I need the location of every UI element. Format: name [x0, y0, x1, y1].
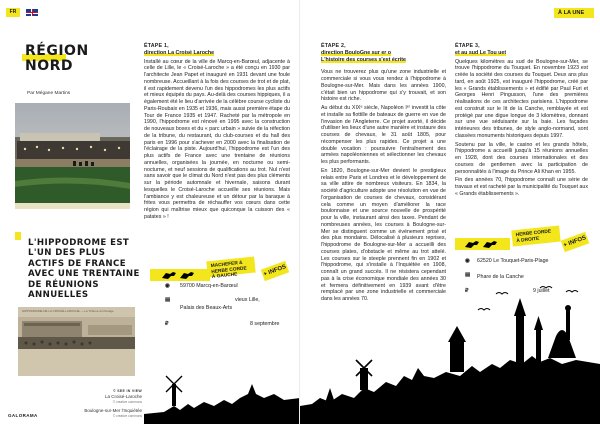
more-infos-tag-2[interactable]: + INFOS: [561, 232, 590, 252]
step1-label: ÉTAPE 1,: [144, 43, 169, 49]
skyline-silhouette: [300, 264, 600, 424]
info1-train: vieux Lille,: [235, 297, 260, 303]
headline-highlight: [15, 232, 21, 240]
ticket-icon: ₽: [465, 288, 469, 294]
ticket-icon: ₽: [165, 321, 169, 327]
footer-logo-left: GALORAMA: [8, 413, 38, 418]
train-icon: ▤: [465, 272, 471, 278]
uk-flag-icon[interactable]: [26, 9, 38, 16]
credit-item-1: La Croisé-Laroche: [104, 394, 142, 400]
section-label[interactable]: À LA UNE: [554, 8, 594, 18]
step3-title: et au sud Le Tou uet: [455, 49, 507, 56]
credit-item-2: Boulogne-sur-Mer l'Inquiétée: [84, 408, 142, 414]
step1-text: Installé au cœur de la ville de Marcq-en-Barœul, adjacente à celle de Lille, le « Croisé-Laroche » a été conçu en 1930 par l'architecte Jean Papet et inauguré en 1931 devant une foule nombreuse. Accueillant à la fois des courses de trot et de plat, il est rapidement devenu l'un des hippodromes les plus actifs et mieux équipés du pays. Au-delà des courses hippiques, il a également été le lieu d'arrivée de la célèbre course cycliste du Paris-Roubaix en 1935 et 1936, mais aussi première étape du Tour de France 1935 et 1947. Racheté par la métropole en 1990, l'hippodrome est rénové en 1995 avec la construction de nouveaux boxes et du « parc urbain » suivie de la réfection de la tribune, du restaurant, du club-courses et du hall des paris en 1996 pour s'achever en 2000 avec la finalisation de l'éclairage de la piste. Aujourd'hui, l'hippodrome est l'un des plus actifs de France avec une trentaine de réunions annuelles, organisées la journée, en nocturne ou semi-nocturne, et neuf sessions de qualifications au trot. Nul n'est sans savoir que le climat du Nord n'est pas des plus cléments sur la période automnale et hivernale, saisons durant lesquelles le Croisé-Laroche accueille ses réunions. Mais l'ambiance y est chaleureuse et un détour par la baraque à frites vous permettra de réchauffer vos cœurs dans cette région qui maîtrise mieux que quiconque la cuisson des « patates » !: [144, 58, 290, 220]
credits-label: © SEE IN VIEW: [113, 389, 142, 393]
step2-text-1: Vous ne trouverez plus qu'une zone industrielle et commerciale si vous vous rendez à l'hippodrome à Boulogne-sur-Mer. Mais dans les années 1900, c'était bien un hippodrome qui s'y trouvait, et son histoire est riche.: [321, 69, 446, 103]
step3-text-2: Soutenu par la ville, le casino et les grands hôtels, l'hippodrome a accueilli jusqu'à 15 réunions annuelles en 1928, dont des courses internationales et des courses de gentlemen avec la participation de personnalités à l'image du Prince Ali Khan en 1955.: [455, 141, 588, 175]
step1-title: direction La Croisé Laroche: [144, 49, 215, 56]
step2-subtitle: L'histoire des courses s'est écrite: [321, 56, 406, 63]
postcard-caption: HIPPODROME DE LA CROISÉ-LAROCHE — La Tribune du Pesage: [22, 309, 114, 313]
track-type-tag-2: HERBE CORDE À DROITE: [511, 226, 560, 247]
info2-band: [455, 238, 510, 250]
location-pin-icon: ◉: [465, 258, 470, 264]
region-title: [25, 44, 89, 73]
info2-address: 62520 Le Touquet-Paris-Plage: [477, 258, 549, 264]
more-infos-tag[interactable]: + INFOS: [261, 261, 290, 281]
horse-icon: [160, 270, 200, 280]
region-title-line1: RÉGION: [25, 43, 89, 59]
vintage-postcard-photo: [18, 307, 135, 376]
skyline-left-silhouette: [144, 354, 300, 424]
info1-date: 8 septembre: [250, 321, 280, 327]
step2-text-3: En 1820, Boulogne-sur-Mer devient le prestigieux relais entre Paris et Londres et le développement de sa ville attire de nombreux visiteurs. En 1834, la société d'agriculture adopte une résolution en vue de l'organisation de courses de chevaux, considérant cela comme un moyen d'améliorer la race boulonnaise et une source nouvelle de prospérité pour la ville, instaurant ainsi des taxes. Pendant de nombreuses années, les courses à Boulogne-sur-Mer se distinguent comme un événement prisé et des plus mondains. Délocalisé à plusieurs reprises, l'hippodrome de Boulogne-sur-Mer a accueilli des courses plates, d'obstacle et même au trot attelé. Les courses sur le steeple prennent fin en 1902 et l'hippodrome, qui s'installe à l'Inquiétée en 1908, connaît un grand succès. Il ne résistera cependant pas à la crise économique mondiale des années 30 et fermera définitivement en 1939 avant d'être remplacé par une zone industrielle et commerciale dans les années 70.: [321, 167, 446, 302]
racecourse-photo: [15, 103, 130, 209]
step3-label: ÉTAPE 3,: [455, 43, 480, 49]
info2-date: 9 juillet: [533, 288, 550, 294]
credit-note-2: © creative commons: [112, 413, 142, 418]
credit-note-1: © creative commons: [112, 399, 142, 404]
location-pin-icon: ◉: [165, 283, 170, 289]
horse-icon: [463, 239, 503, 249]
author: Par Mégane Martins: [27, 91, 71, 96]
info1-address: 59700 Marcq-en-Barœul: [180, 283, 238, 289]
train-icon: ▤: [165, 297, 171, 303]
headline: L'HIPPODROME EST L'UN DES PLUS ACTIFS DE FRANCE AVEC UNE TRENTAINE DE RÉUNIONS ANNUELLES: [28, 238, 140, 301]
info2-place: Phare de la Canche: [477, 274, 524, 280]
step2-title: direction BouloGne sur er o: [321, 49, 392, 56]
photo-credits: [62, 389, 142, 419]
lang-fr-button[interactable]: FR: [6, 8, 20, 17]
step3-text-3: Fin des années 70, l'hippodrome connaît une série de travaux et est racheté par la municipalité du Touquet aux « Grands établissements ».: [455, 177, 588, 197]
info-box-croise-laroche: [150, 260, 290, 345]
info-band: [150, 269, 210, 281]
region-title-line2: NORD: [25, 58, 74, 74]
step2-label: ÉTAPE 2,: [321, 43, 346, 49]
step3-text-1: Quelques kilomètres au sud de Boulogne-sur-Mer, se trouve l'hippodrome du Touquet. En novembre 1923 est créée la société des courses du Touquet. Deux ans plus tard, en août 1925, est inauguré l'hippodrome, créé par les « Grands établissements » et édifié par Paul Furi et Georges Henri Pingusson, l'une des premières réalisations de ces architectes parisiens. L'hippodrome est construit sur le lit de la Canche, remblayée et est protégé par une digue longue de 3 kilomètres, donnant sur une vue séduisante sur la baie. Les façades intérieures des tribunes, de style anglo-normand, sont classées monuments historiques depuis 1997.: [455, 58, 588, 139]
step2-text-2: Au début du XIXᵉ siècle, Napoléon Iᵉʳ investit la côte et installe sa flottille de bateaux de guerre en vue de l'invasion de l'Angleterre. Ce projet avorté, il décide d'utiliser les lieux d'une autre manière et instaure des courses de chevaux, le 31 août 1805, pour récompenser les plus rapides. Ce projet a une double vocation : poursuivre l'entraînement des armées napoléoniennes et sélectionner les chevaux les plus performants.: [321, 105, 446, 165]
info1-train-station: Palais des Beaux-Arts: [180, 305, 233, 311]
step3-column: [455, 43, 588, 198]
track-type-tag: MACHEFER & HERBE CORDE À GAUCHE: [206, 257, 255, 278]
step1-column: [144, 43, 290, 221]
